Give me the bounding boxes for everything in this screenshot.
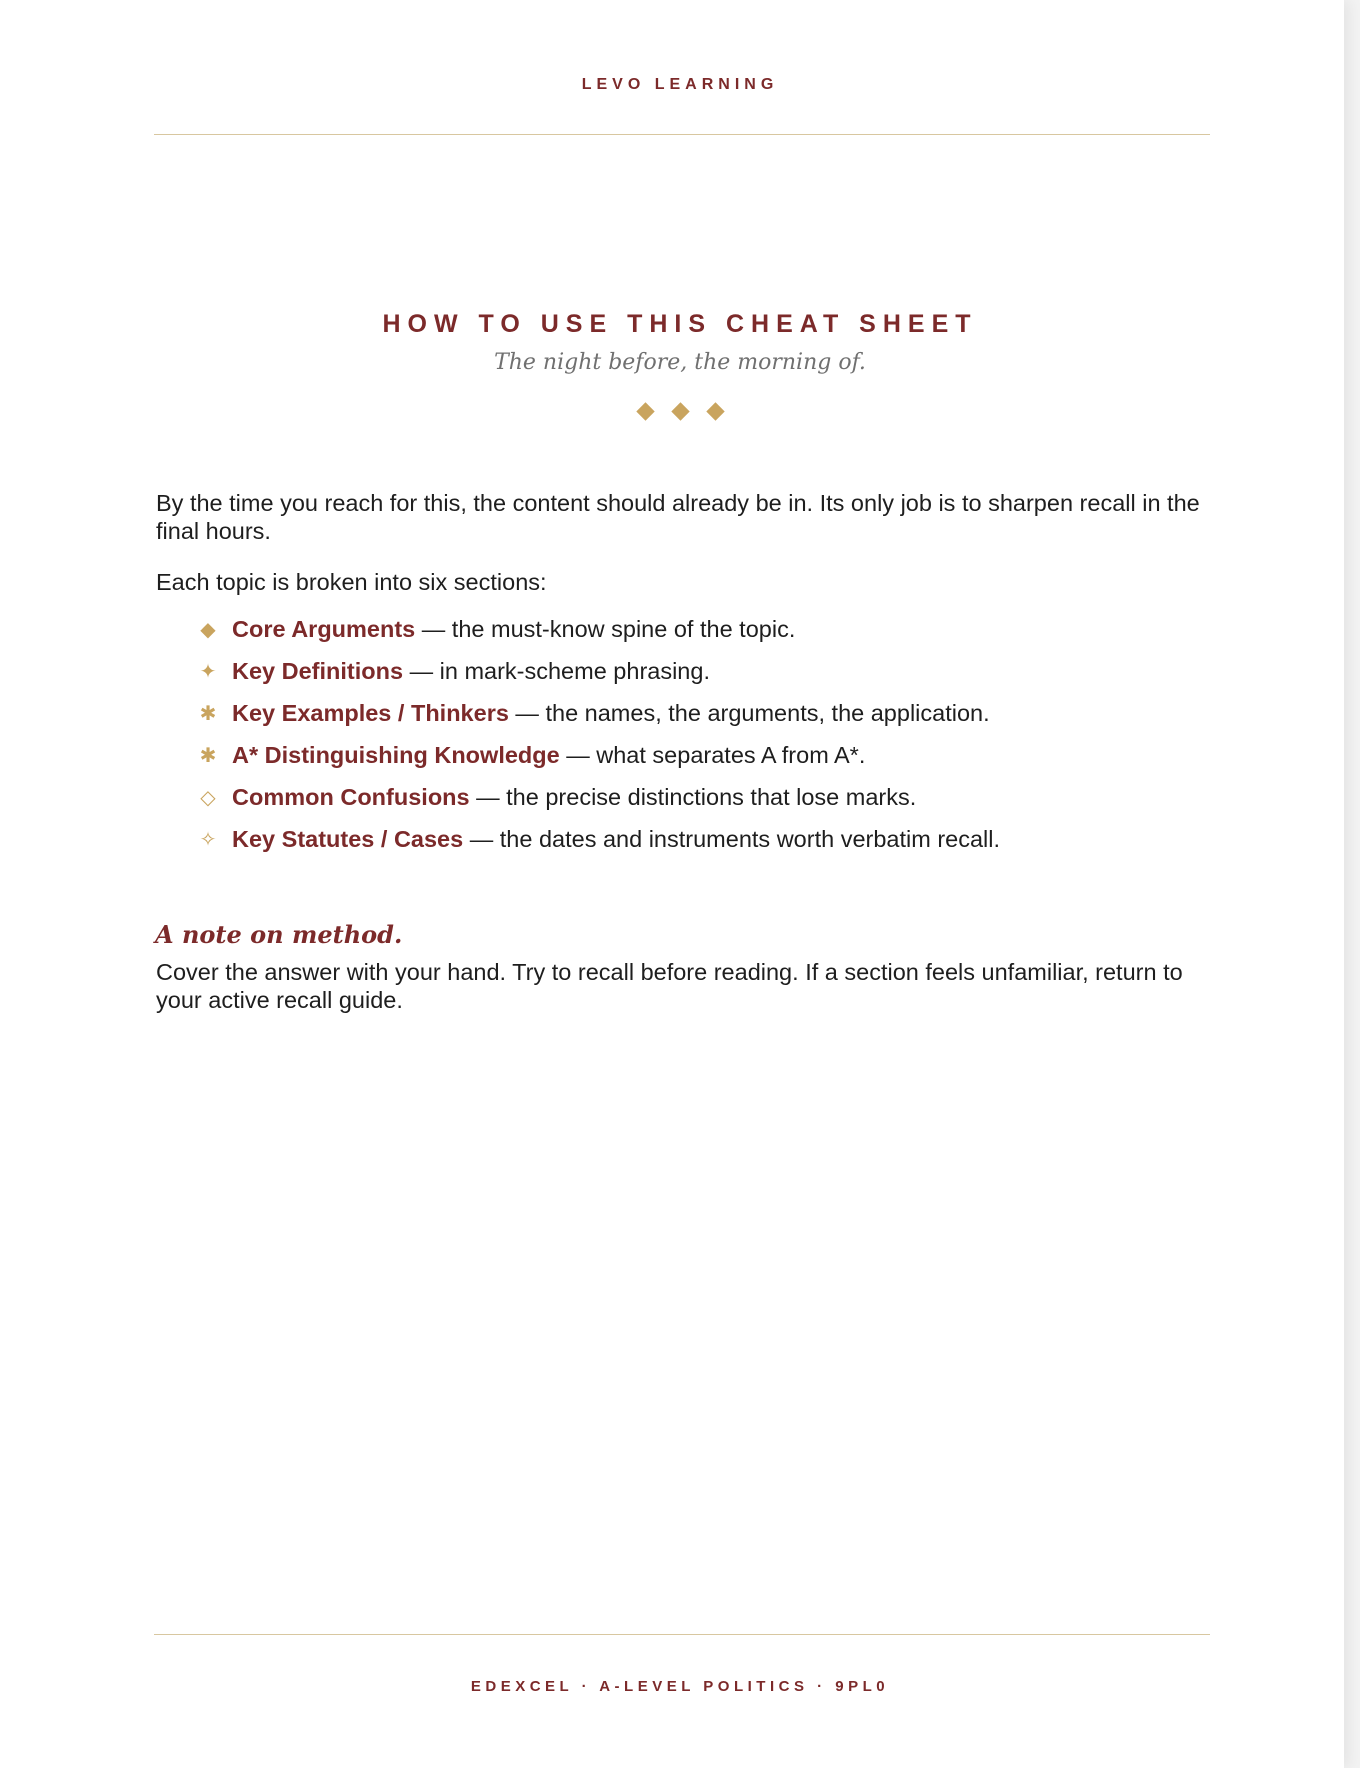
section-term: Key Statutes / Cases bbox=[232, 826, 464, 852]
section-description: — in mark-scheme phrasing. bbox=[403, 658, 710, 684]
note-heading: A note on method. bbox=[155, 920, 403, 949]
section-term: Common Confusions bbox=[232, 784, 470, 810]
footer-divider bbox=[154, 1634, 1210, 1635]
diamond-icon bbox=[706, 402, 724, 420]
section-description: — what separates A from A*. bbox=[559, 742, 866, 768]
page-footer: EDEXCEL · A-LEVEL POLITICS · 9PL0 bbox=[470, 1678, 890, 1695]
section-term: Key Examples / Thinkers bbox=[232, 700, 509, 726]
four-point-star-icon: ✦ bbox=[199, 659, 217, 683]
list-item bbox=[196, 692, 1000, 734]
list-item bbox=[196, 776, 1000, 818]
asterisk-icon: ✱ bbox=[199, 701, 217, 725]
outline-star-icon: ✧ bbox=[199, 827, 217, 851]
page-title: HOW TO USE THIS CHEAT SHEET bbox=[382, 310, 978, 338]
section-description: — the dates and instruments worth verbatim recall. bbox=[463, 826, 1001, 852]
filled-diamond-icon: ◆ bbox=[200, 617, 216, 641]
asterisk-icon: ✱ bbox=[199, 743, 217, 767]
list-item bbox=[196, 608, 1000, 650]
section-term: Key Definitions bbox=[232, 658, 404, 684]
section-description: — the must-know spine of the topic. bbox=[415, 616, 796, 642]
section-term: Core Arguments bbox=[232, 616, 416, 642]
diamond-icon bbox=[671, 402, 689, 420]
brand-header: LEVO LEARNING bbox=[581, 76, 779, 93]
section-term: A* Distinguishing Knowledge bbox=[232, 742, 560, 768]
section-description: — the names, the arguments, the application. bbox=[508, 700, 990, 726]
list-item bbox=[196, 734, 1000, 776]
note-body: Cover the answer with your hand. Try to recall before reading. If a section feels unfamiliar, return to your active recall guide. bbox=[156, 959, 1183, 1013]
diamond-ornament bbox=[0, 405, 1360, 418]
section-list bbox=[196, 608, 1000, 860]
page-subtitle: The night before, the morning of. bbox=[494, 350, 866, 375]
intro-paragraph: By the time you reach for this, the content should already be in. Its only job is to sharpen recall in the final hours. bbox=[156, 490, 1200, 544]
header-divider bbox=[154, 134, 1210, 135]
outline-diamond-icon: ◇ bbox=[200, 785, 216, 809]
list-item bbox=[196, 650, 1000, 692]
section-description: — the precise distinctions that lose marks. bbox=[469, 784, 917, 810]
diamond-icon bbox=[636, 402, 654, 420]
list-item bbox=[196, 818, 1000, 860]
sections-lead: Each topic is broken into six sections: bbox=[156, 569, 547, 595]
